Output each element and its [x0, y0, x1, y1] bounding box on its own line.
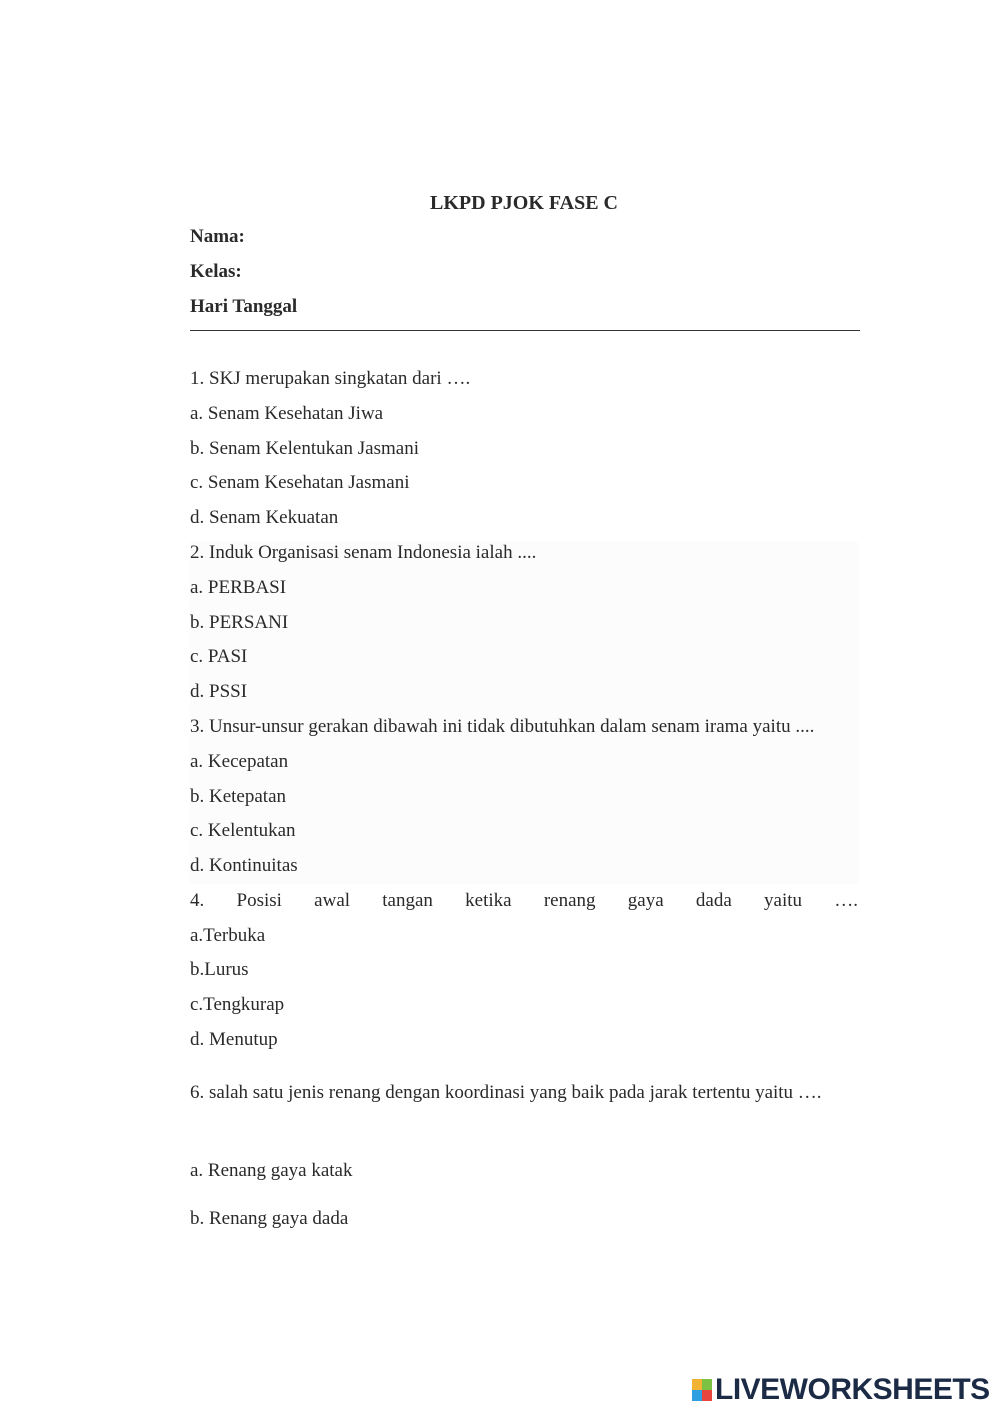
question-2-text: 2. Induk Organisasi senam Indonesia ialah ....	[190, 542, 537, 563]
question-2-option-a: a. PERBASI	[190, 577, 287, 598]
question-4-option-a: a.Terbuka	[190, 925, 266, 946]
question-1-option-d: d. Senam Kekuatan	[190, 507, 339, 528]
question-2-option-b: b. PERSANI	[190, 612, 289, 633]
question-3-text: 3. Unsur-unsur gerakan dibawah ini tidak dibutuhkan dalam senam irama yaitu ....	[190, 716, 815, 737]
question-3-option-a: a. Kecepatan	[190, 751, 289, 772]
question-6-text: 6. salah satu jenis renang dengan koordinasi yang baik pada jarak tertentu yaitu ….	[190, 1082, 822, 1103]
class-field-label: Kelas:	[190, 261, 242, 282]
question-2-option-d: d. PSSI	[190, 681, 248, 702]
liveworksheets-watermark	[692, 1374, 990, 1406]
question-4-text: 4. Posisi awal tangan ketika renang gaya dada yaitu ….	[190, 890, 858, 911]
question-3-option-d: d. Kontinuitas	[190, 855, 298, 876]
question-6-option-b: b. Renang gaya dada	[190, 1208, 349, 1229]
question-1-text: 1. SKJ merupakan singkatan dari ….	[190, 368, 471, 389]
question-4-option-b: b.Lurus	[190, 959, 249, 980]
liveworksheets-logo-icon	[692, 1379, 712, 1401]
question-2-option-c: c. PASI	[190, 646, 248, 667]
question-1-option-a: a. Senam Kesehatan Jiwa	[190, 403, 384, 424]
question-1-option-b: b. Senam Kelentukan Jasmani	[190, 438, 420, 459]
watermark-text: LIVEWORKSHEETS	[715, 1373, 990, 1406]
page-title: LKPD PJOK FASE C	[430, 192, 618, 214]
header-divider	[190, 330, 860, 331]
question-4-option-c: c.Tengkurap	[190, 994, 285, 1015]
name-field-label: Nama:	[190, 226, 245, 247]
date-field-label: Hari Tanggal	[190, 296, 298, 317]
question-3-option-c: c. Kelentukan	[190, 820, 296, 841]
question-1-option-c: c. Senam Kesehatan Jasmani	[190, 472, 410, 493]
question-3-option-b: b. Ketepatan	[190, 786, 287, 807]
question-6-option-a: a. Renang gaya katak	[190, 1160, 353, 1181]
question-4-option-d: d. Menutup	[190, 1029, 278, 1050]
